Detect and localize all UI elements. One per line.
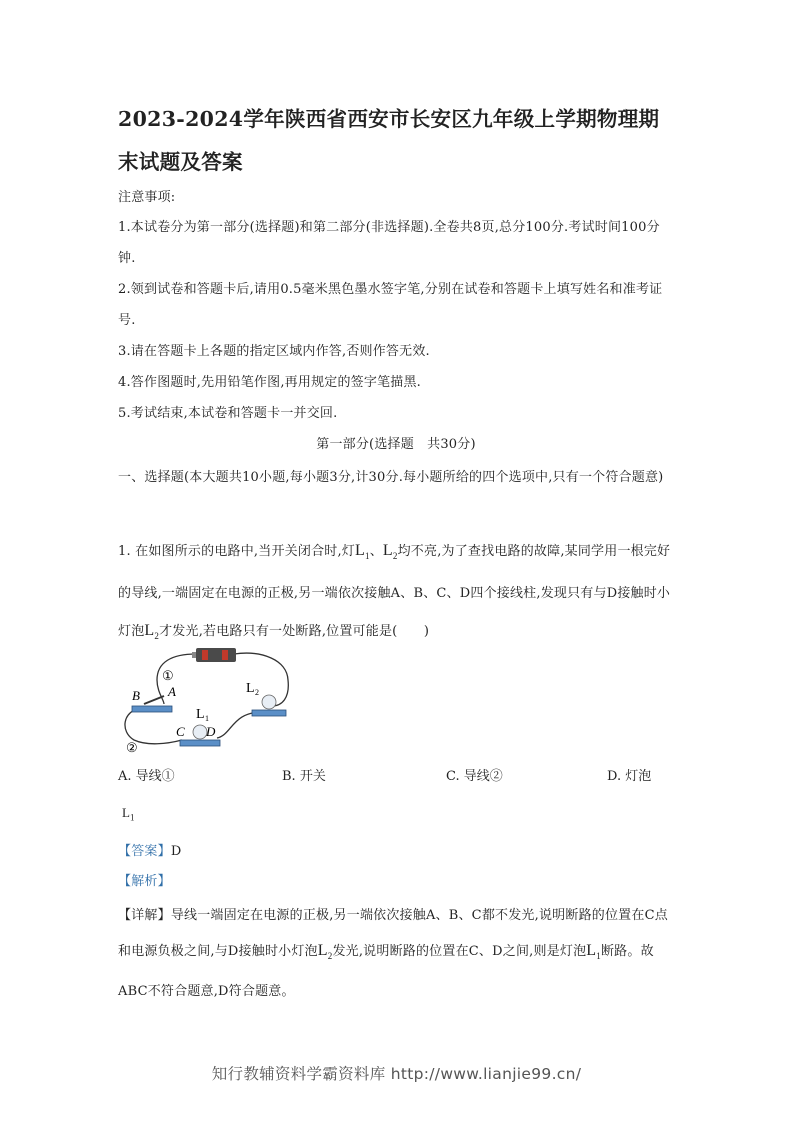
stem-part-b: 均不亮,为了查找电路的故障,某同学用一根完好的导线,一端固定在电源的正极,另一端依次接触A、B、C、D四个接线柱,发现只有与D接触时小灯泡 — [118, 544, 671, 640]
notice-item-3: 3.请在答题卡上各题的指定区域内作答,否则作答无效. — [118, 344, 430, 359]
analysis-tag: 【解析】 — [118, 874, 171, 889]
answer-value: D — [170, 844, 182, 859]
notice-item-4: 4.答作图题时,先用铅笔作图,再用规定的签字笔描黑. — [118, 375, 422, 390]
l2-subscript: 2 — [392, 551, 398, 562]
switch-base — [132, 706, 172, 712]
option-d-l-subscript: 1 — [129, 812, 135, 823]
label-c: C — [176, 724, 185, 739]
label-l2: L — [246, 681, 255, 696]
label-b: B — [132, 688, 140, 703]
label-l2-sub: 2 — [255, 688, 259, 697]
option-c: C. 导线② — [446, 769, 503, 784]
detail-part-c: 断路。故ABC不符合题意,D符合题意。 — [118, 944, 654, 1000]
detail-l1-letter: L — [586, 942, 597, 959]
detail-l2-letter: L — [317, 942, 328, 959]
notice-heading: 注意事项: — [118, 190, 176, 205]
answer-line — [118, 836, 674, 867]
battery-cell-1 — [202, 650, 208, 660]
l2-base — [252, 710, 286, 716]
stem-separator: 、 — [369, 544, 383, 559]
notice-item-5: 5.考试结束,本试卷和答题卡一并交回. — [118, 406, 338, 421]
lamp-l2-symbol — [382, 542, 398, 562]
wire-battery-to-l2 — [234, 653, 288, 706]
part-one-heading: 第一部分(选择题 共30分) — [316, 437, 476, 452]
circuit-diagram — [112, 640, 302, 758]
option-b: B. 开关 — [282, 769, 326, 784]
answer-tag: 【答案】 — [118, 844, 171, 859]
option-d: D. 灯泡 — [607, 769, 652, 784]
question-1-stem — [118, 532, 674, 655]
switch-lever — [144, 696, 164, 704]
option-d-l-letter: L — [122, 805, 130, 820]
notice-item-2: 2.领到试卷和答题卡后,请用0.5毫米黑色墨水签字笔,分别在试卷和答题卡上填写姓名和准考证号. — [118, 282, 663, 328]
l2-letter: L — [382, 542, 393, 559]
detail-l2-subscript: 2 — [327, 951, 333, 962]
notice-item-1: 1.本试卷分为第一部分(选择题)和第二部分(非选择题).全卷共8页,总分100分.考试时间100分钟. — [118, 220, 660, 266]
option-d-l1 — [122, 803, 134, 828]
detail-part-b: 发光,说明断路的位置在C、D之间,则是灯泡 — [332, 944, 587, 959]
option-a: A. 导线① — [118, 769, 175, 784]
page-title: 2023-2024学年陕西省西安市长安区九年级上学期物理期末试题及答案 — [118, 107, 660, 174]
detail-tag: 【详解】 — [118, 908, 171, 923]
detail-part-a: 导线一端固定在电源的正极,另一端依次接触A、B、C都不发光,说明断路的位置在C点和电源负极之间,与D接触时小灯泡 — [118, 908, 668, 959]
detail-l1-symbol — [586, 942, 601, 962]
wire-two — [125, 708, 182, 744]
l1-subscript: 1 — [365, 551, 370, 562]
label-wire-one: ① — [162, 669, 174, 684]
stem-part-c: 才发光,若电路只有一处断路,位置可能是( ) — [159, 624, 430, 640]
battery-terminal — [192, 652, 196, 658]
label-wire-two: ② — [126, 741, 138, 756]
l2-letter-b: L — [144, 622, 155, 640]
l1-letter: L — [355, 542, 365, 559]
label-d: D — [206, 724, 216, 739]
section-heading: 一、选择题(本大题共10小题,每小题3分,计30分.每小题所给的四个选项中,只有一个符合题意) — [118, 470, 664, 485]
l1-bulb — [193, 725, 207, 739]
l2-subscript-b: 2 — [154, 631, 160, 642]
detail-l1-subscript: 1 — [596, 951, 601, 962]
detail-paragraph — [118, 898, 674, 1009]
footer-watermark[interactable]: 知行教辅资料学霸资料库 http://www.lianjie99.cn/ — [211, 1065, 582, 1083]
stem-part-a: 1. 在如图所示的电路中,当开关闭合时,灯 — [118, 544, 356, 559]
l2-bulb — [262, 695, 276, 709]
label-l1-sub: 1 — [205, 714, 209, 723]
lamp-l1-symbol — [355, 542, 370, 562]
detail-l2-symbol — [317, 942, 333, 962]
l1-base — [180, 740, 220, 746]
lamp-l2-symbol-b — [144, 622, 160, 642]
battery-cell-2 — [222, 650, 228, 660]
label-l1: L — [196, 707, 205, 722]
label-a: A — [168, 684, 176, 699]
